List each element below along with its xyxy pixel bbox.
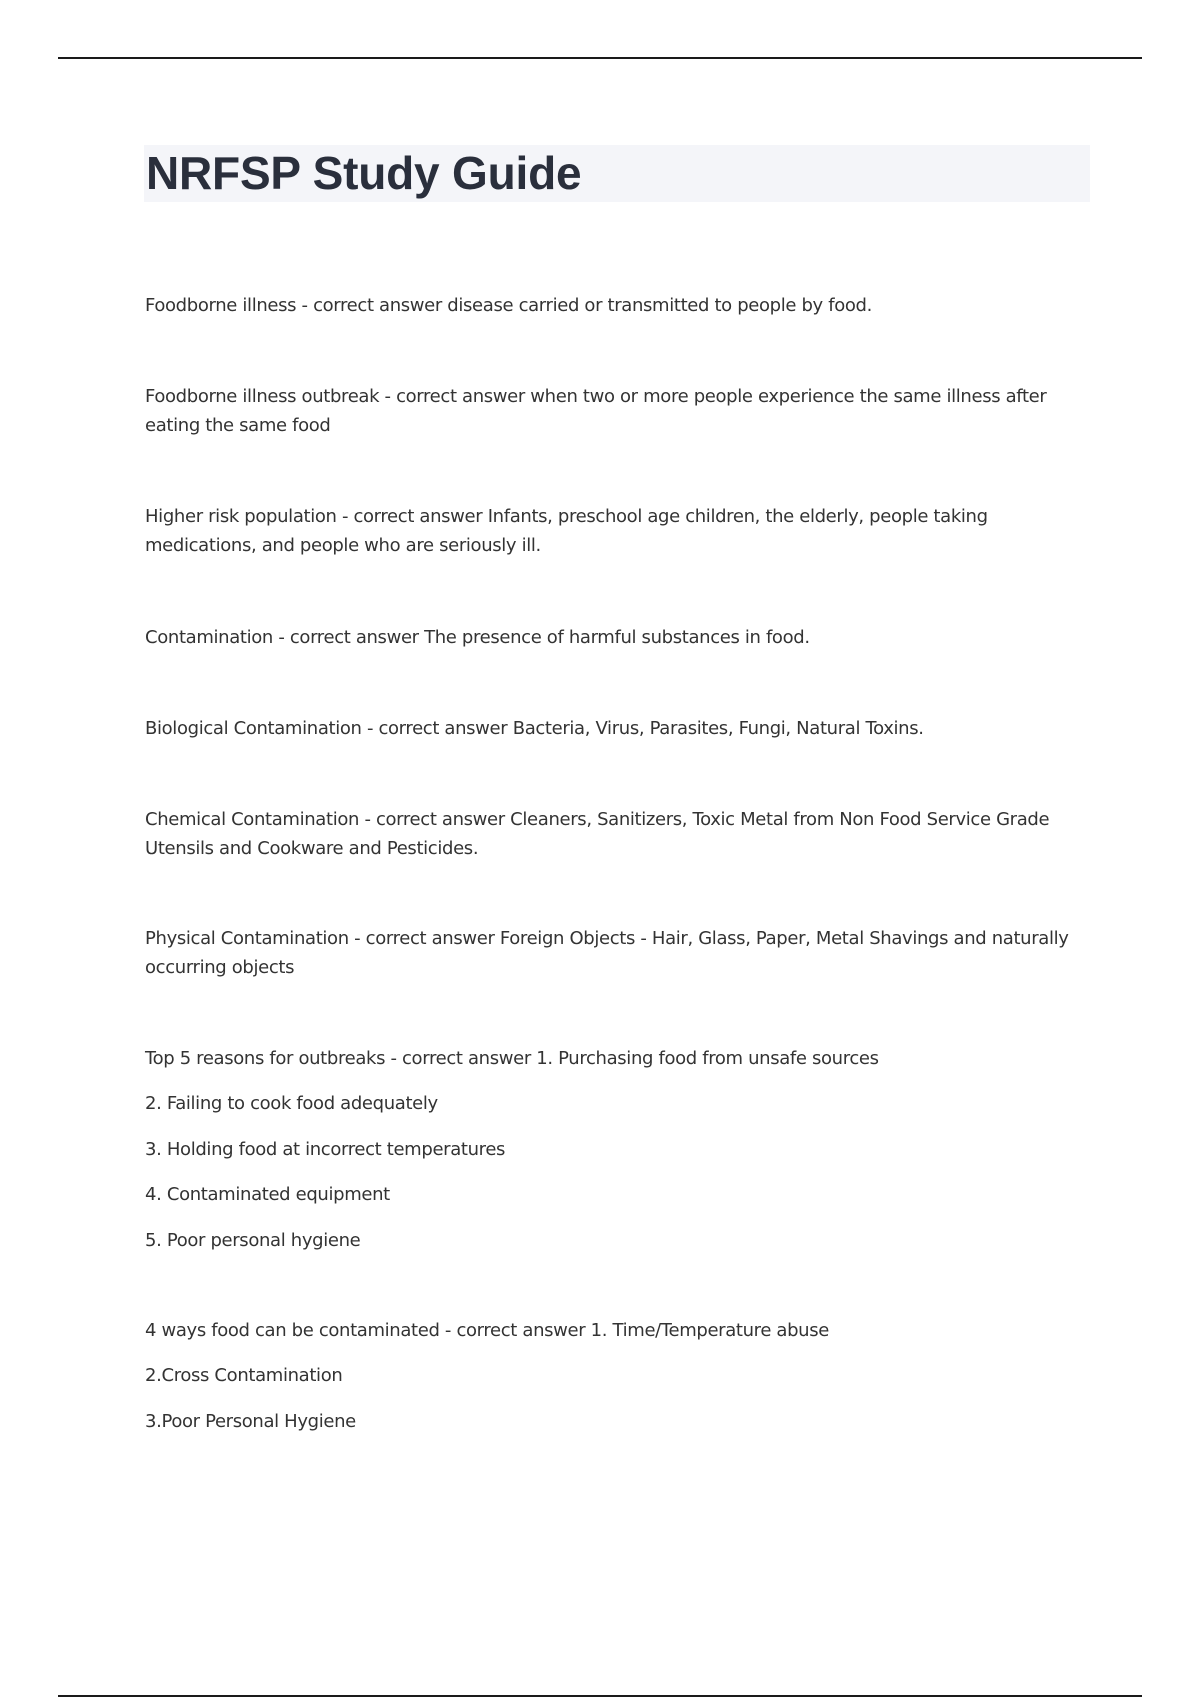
entry-text: Contamination - correct answer The presence of harmful substances in food. xyxy=(145,627,810,648)
list-item: 4. Contaminated equipment xyxy=(145,1184,390,1205)
page-title: NRFSP Study Guide xyxy=(146,147,582,199)
list-item: 2. Failing to cook food adequately xyxy=(145,1093,438,1114)
entry-text: Foodborne illness - correct answer disease carried or transmitted to people by food. xyxy=(145,295,872,316)
top-divider xyxy=(58,57,1142,59)
entry-text: Top 5 reasons for outbreaks - correct answer 1. Purchasing food from unsafe sources xyxy=(145,1048,879,1069)
entry-4-ways-contaminated xyxy=(145,1316,1091,1345)
entry-text: Foodborne illness outbreak - correct answer when two or more people experience the same illness after eating the same food xyxy=(145,386,1047,436)
title-band xyxy=(144,145,1090,202)
list-item: 3. Holding food at incorrect temperatures xyxy=(145,1139,506,1160)
list-item: 5. Poor personal hygiene xyxy=(145,1230,361,1251)
entry-chemical-contamination xyxy=(145,805,1091,863)
entry-higher-risk-population xyxy=(145,502,1091,560)
entry-physical-contamination xyxy=(145,924,1091,982)
entry-top-5-reasons xyxy=(145,1044,1091,1073)
list-item: 2.Cross Contamination xyxy=(145,1365,343,1386)
list-item: 3.Poor Personal Hygiene xyxy=(145,1411,356,1432)
entry-text: Biological Contamination - correct answer Bacteria, Virus, Parasites, Fungi, Natural Toxins. xyxy=(145,718,924,739)
entry-text: Chemical Contamination - correct answer Cleaners, Sanitizers, Toxic Metal from Non Food Service Grade Utensils and Cookware and Pesticides. xyxy=(145,809,1050,859)
entry-biological-contamination xyxy=(145,714,1091,743)
entry-text: Physical Contamination - correct answer Foreign Objects - Hair, Glass, Paper, Metal Shavings and naturally occurring objects xyxy=(145,928,1069,978)
entry-text: 4 ways food can be contaminated - correct answer 1. Time/Temperature abuse xyxy=(145,1320,829,1341)
entry-foodborne-illness xyxy=(145,291,1091,320)
entry-text: Higher risk population - correct answer Infants, preschool age children, the elderly, people taking medications, and people who are seriously ill. xyxy=(145,506,988,556)
entry-contamination xyxy=(145,623,1091,652)
entry-foodborne-illness-outbreak xyxy=(145,382,1091,440)
bottom-divider xyxy=(58,1695,1142,1697)
